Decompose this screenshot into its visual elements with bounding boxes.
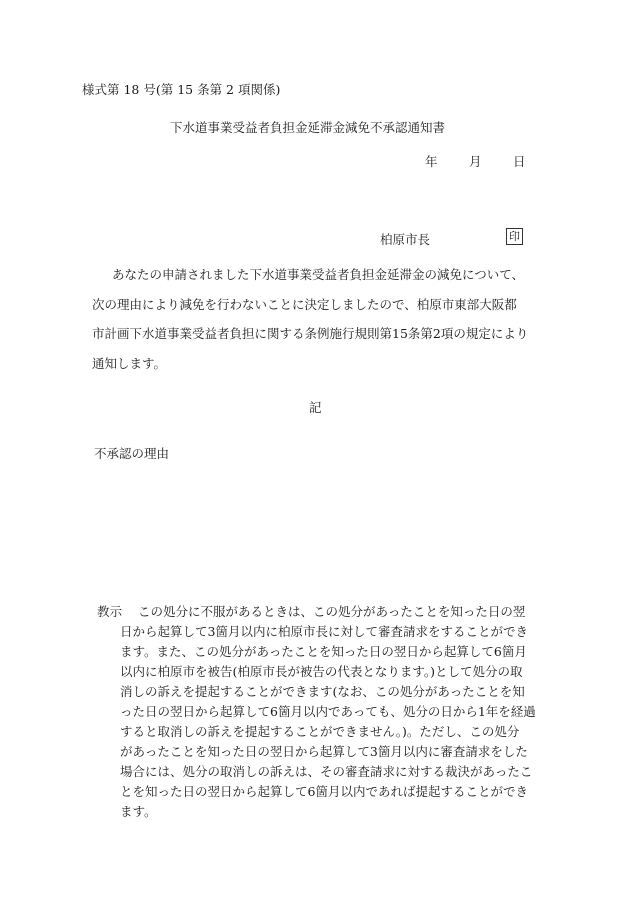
notice-line: 日から起算して3箇月以内に柏原市長に対して審査請求をすることができ xyxy=(120,624,528,639)
notice-line: った日の翌日から起算して6箇月以内であっても、処分の日から1年を経過 xyxy=(120,704,536,719)
document-title: 下水道事業受益者負担金延滞金減免不承認通知書 xyxy=(170,120,446,135)
date-month-label: 月 xyxy=(469,154,482,169)
date-year-label: 年 xyxy=(425,154,438,169)
notice-label: 教示 xyxy=(97,604,123,619)
body-line: 次の理由により減免を行わないことに決定しましたので、柏原市東部大阪都 xyxy=(92,296,517,312)
issuer-name: 柏原市長 xyxy=(380,232,431,247)
notice-line: ます。また、この処分があったことを知った日の翌日から起算して6箇月 xyxy=(120,644,527,659)
body-paragraph xyxy=(92,260,562,378)
body-line: あなたの申請されました下水道事業受益者負担金延滞金の減免について、 xyxy=(112,267,525,282)
notice-line: 場合には、処分の取消しの訴えは、その審査請求に対する裁決があったこ xyxy=(120,764,533,779)
notice-line: ます。 xyxy=(120,804,157,819)
notice-paragraph xyxy=(120,602,550,822)
body-line: 市計画下水道事業受益者負担に関する条例施行規則第15条第2項の規定により xyxy=(92,326,529,341)
notice-line: 以内に柏原市を被告(柏原市長が被告の代表となります。)として処分の取 xyxy=(120,664,523,679)
notice-line: すると取消しの訴えを提起することができません。)。ただし、この処分 xyxy=(120,724,520,739)
notice-line: 消しの訴えを提起することができます(なお、この処分があったことを知 xyxy=(120,684,525,699)
date-day-label: 日 xyxy=(513,154,526,169)
ki-heading: 記 xyxy=(309,400,322,415)
notice-line: とを知った日の翌日から起算して6箇月以内であれば提起することができ xyxy=(120,784,528,799)
reason-heading: 不承認の理由 xyxy=(94,446,170,461)
date-line xyxy=(425,152,526,170)
notice-line: があったことを知った日の翌日から起算して3箇月以内に審査請求をした xyxy=(120,744,528,759)
form-number-label: 様式第 18 号(第 15 条第 2 項関係) xyxy=(82,82,281,97)
notice-line: この処分に不服があるときは、この処分があったことを知った日の翌 xyxy=(138,604,526,619)
seal-mark: 印 xyxy=(506,228,523,245)
body-line: 通知します。 xyxy=(92,355,167,371)
